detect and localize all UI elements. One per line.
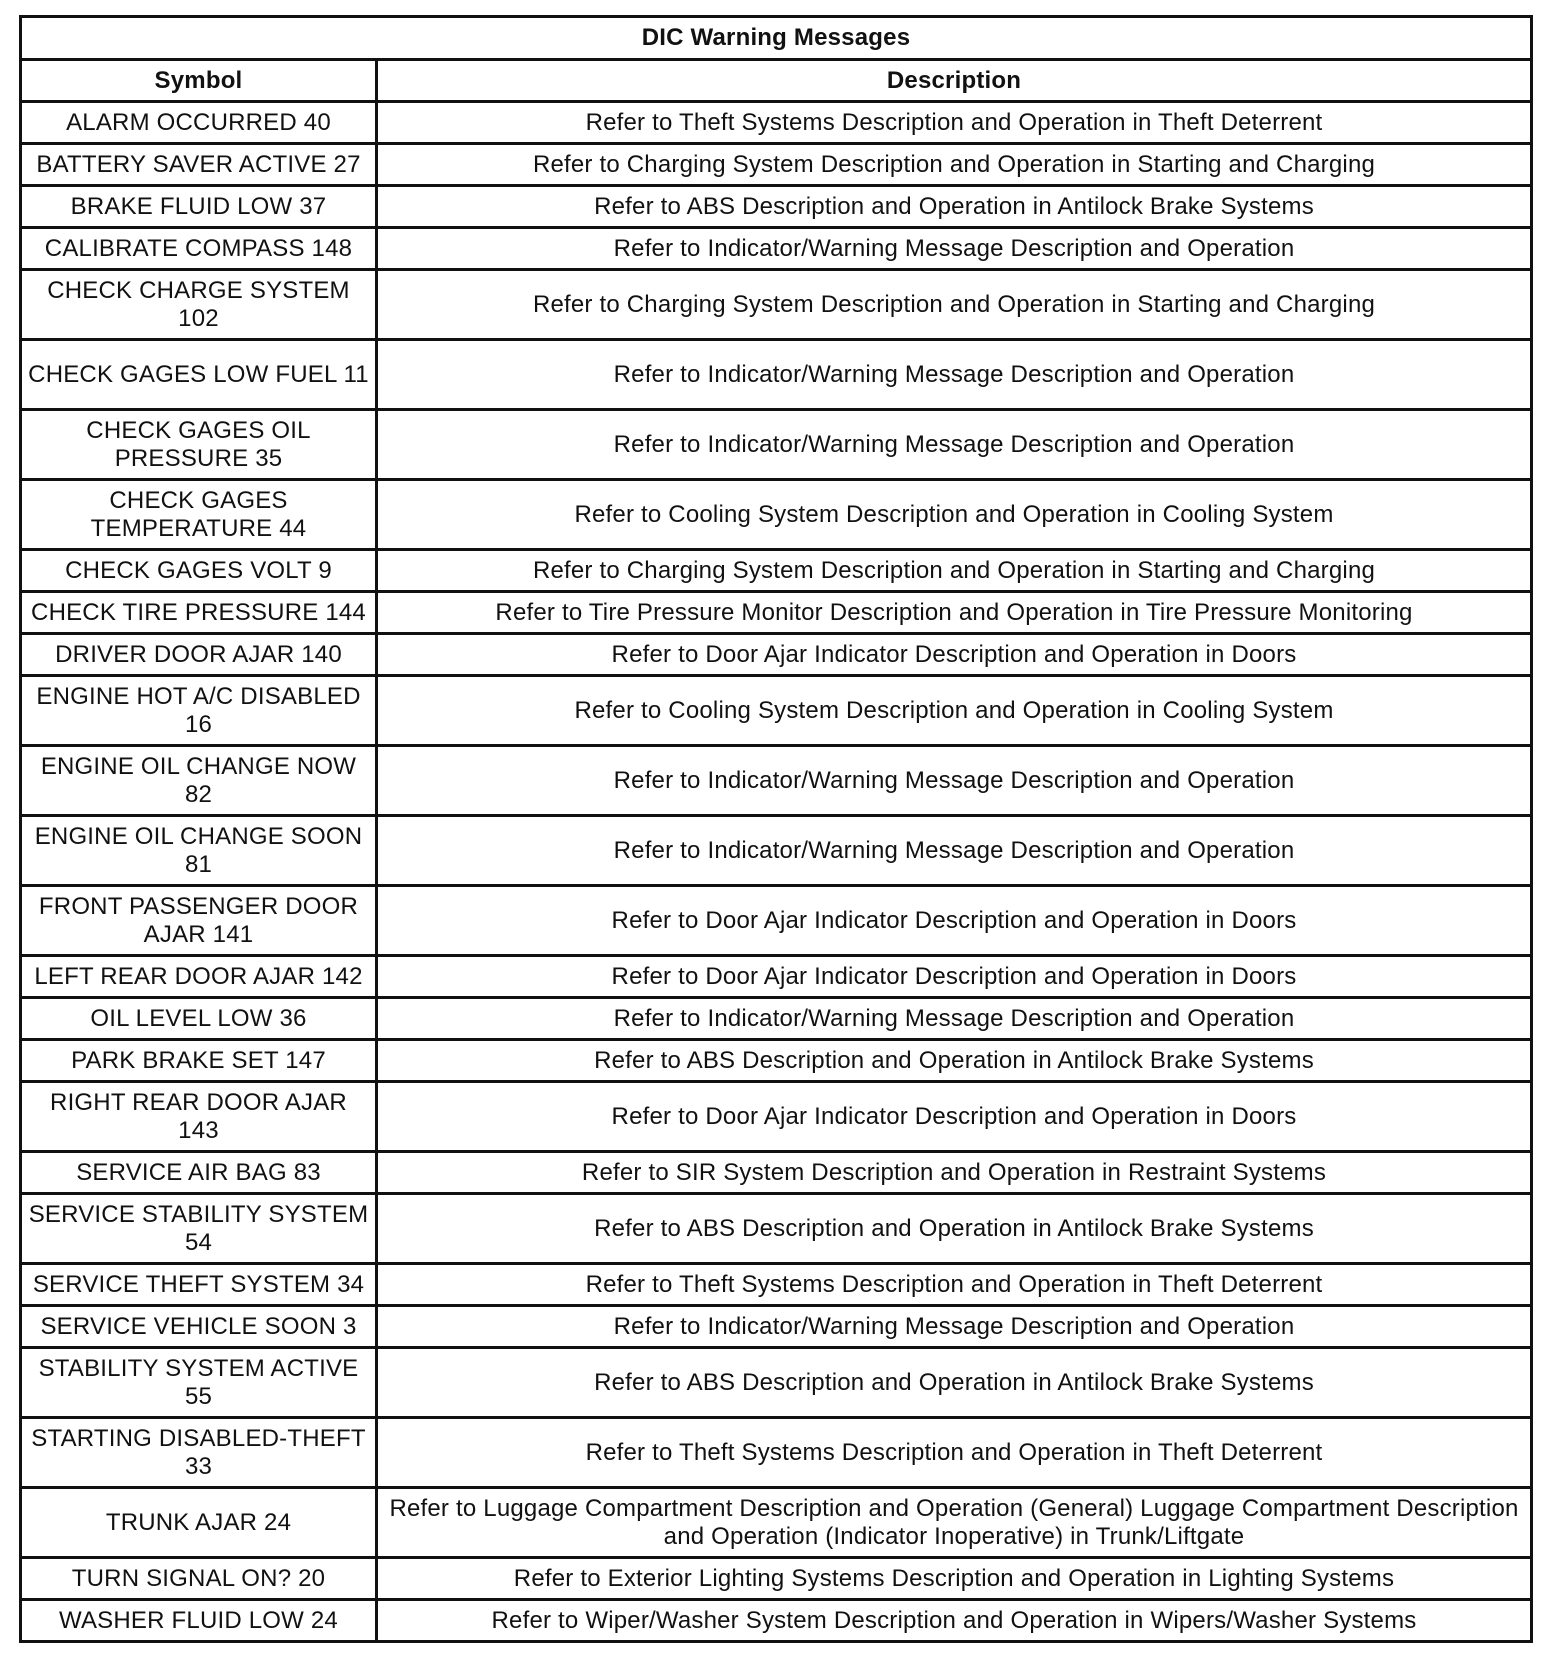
table-row: [21, 676, 1532, 746]
symbol-cell: CHECK GAGES VOLT 9: [21, 550, 377, 592]
table-row: [21, 956, 1532, 998]
table-body: [21, 102, 1532, 1642]
description-cell: Refer to ABS Description and Operation in Antilock Brake Systems: [377, 1194, 1532, 1264]
description-cell: Refer to Charging System Description and Operation in Starting and Charging: [377, 550, 1532, 592]
description-cell: Refer to Indicator/Warning Message Description and Operation: [377, 1306, 1532, 1348]
column-header-description: Description: [377, 60, 1532, 102]
table-row: [21, 998, 1532, 1040]
description-cell: Refer to Theft Systems Description and Operation in Theft Deterrent: [377, 1418, 1532, 1488]
symbol-cell: CHECK GAGES OIL PRESSURE 35: [21, 410, 377, 480]
symbol-cell: ALARM OCCURRED 40: [21, 102, 377, 144]
description-cell: Refer to Cooling System Description and Operation in Cooling System: [377, 676, 1532, 746]
description-cell: Refer to ABS Description and Operation in Antilock Brake Systems: [377, 186, 1532, 228]
table-title: DIC Warning Messages: [21, 17, 1532, 60]
symbol-cell: CHECK GAGES TEMPERATURE 44: [21, 480, 377, 550]
table-header-row: [21, 60, 1532, 102]
symbol-cell: CHECK TIRE PRESSURE 144: [21, 592, 377, 634]
table-row: [21, 186, 1532, 228]
description-cell: Refer to Indicator/Warning Message Description and Operation: [377, 816, 1532, 886]
symbol-cell: WASHER FLUID LOW 24: [21, 1600, 377, 1642]
description-cell: Refer to Cooling System Description and Operation in Cooling System: [377, 480, 1532, 550]
description-cell: Refer to Door Ajar Indicator Description and Operation in Doors: [377, 956, 1532, 998]
table-row: [21, 144, 1532, 186]
symbol-cell: RIGHT REAR DOOR AJAR 143: [21, 1082, 377, 1152]
table-row: [21, 1082, 1532, 1152]
description-cell: Refer to Charging System Description and Operation in Starting and Charging: [377, 144, 1532, 186]
symbol-cell: CALIBRATE COMPASS 148: [21, 228, 377, 270]
symbol-cell: SERVICE AIR BAG 83: [21, 1152, 377, 1194]
symbol-cell: ENGINE HOT A/C DISABLED 16: [21, 676, 377, 746]
description-cell: Refer to Indicator/Warning Message Description and Operation: [377, 340, 1532, 410]
table-row: [21, 480, 1532, 550]
description-cell: Refer to Indicator/Warning Message Description and Operation: [377, 228, 1532, 270]
symbol-cell: LEFT REAR DOOR AJAR 142: [21, 956, 377, 998]
description-cell: Refer to Theft Systems Description and Operation in Theft Deterrent: [377, 1264, 1532, 1306]
table-row: [21, 1600, 1532, 1642]
table-row: [21, 592, 1532, 634]
symbol-cell: STABILITY SYSTEM ACTIVE 55: [21, 1348, 377, 1418]
table-row: [21, 1306, 1532, 1348]
description-cell: Refer to ABS Description and Operation in Antilock Brake Systems: [377, 1040, 1532, 1082]
table-row: [21, 1194, 1532, 1264]
symbol-cell: PARK BRAKE SET 147: [21, 1040, 377, 1082]
table-row: [21, 1152, 1532, 1194]
description-cell: Refer to Indicator/Warning Message Description and Operation: [377, 998, 1532, 1040]
table-row: [21, 228, 1532, 270]
description-cell: Refer to Door Ajar Indicator Description and Operation in Doors: [377, 634, 1532, 676]
dic-warning-messages-table: [19, 15, 1533, 1643]
table-row: [21, 1558, 1532, 1600]
table-row: [21, 1040, 1532, 1082]
table-row: [21, 886, 1532, 956]
symbol-cell: ENGINE OIL CHANGE NOW 82: [21, 746, 377, 816]
description-cell: Refer to ABS Description and Operation in Antilock Brake Systems: [377, 1348, 1532, 1418]
symbol-cell: ENGINE OIL CHANGE SOON 81: [21, 816, 377, 886]
table-row: [21, 1264, 1532, 1306]
description-cell: Refer to Exterior Lighting Systems Description and Operation in Lighting Systems: [377, 1558, 1532, 1600]
symbol-cell: SERVICE STABILITY SYSTEM 54: [21, 1194, 377, 1264]
description-cell: Refer to SIR System Description and Operation in Restraint Systems: [377, 1152, 1532, 1194]
table-caption-row: [21, 17, 1532, 60]
table-row: [21, 1418, 1532, 1488]
symbol-cell: TRUNK AJAR 24: [21, 1488, 377, 1558]
description-cell: Refer to Door Ajar Indicator Description and Operation in Doors: [377, 1082, 1532, 1152]
symbol-cell: STARTING DISABLED-THEFT 33: [21, 1418, 377, 1488]
symbol-cell: TURN SIGNAL ON? 20: [21, 1558, 377, 1600]
symbol-cell: SERVICE VEHICLE SOON 3: [21, 1306, 377, 1348]
table-row: [21, 102, 1532, 144]
table-row: [21, 340, 1532, 410]
symbol-cell: FRONT PASSENGER DOOR AJAR 141: [21, 886, 377, 956]
symbol-cell: CHECK CHARGE SYSTEM 102: [21, 270, 377, 340]
symbol-cell: BATTERY SAVER ACTIVE 27: [21, 144, 377, 186]
description-cell: Refer to Tire Pressure Monitor Description and Operation in Tire Pressure Monitoring: [377, 592, 1532, 634]
table-row: [21, 746, 1532, 816]
symbol-cell: CHECK GAGES LOW FUEL 11: [21, 340, 377, 410]
description-cell: Refer to Indicator/Warning Message Description and Operation: [377, 410, 1532, 480]
table-row: [21, 410, 1532, 480]
symbol-cell: SERVICE THEFT SYSTEM 34: [21, 1264, 377, 1306]
table-row: [21, 634, 1532, 676]
column-header-symbol: Symbol: [21, 60, 377, 102]
description-cell: Refer to Wiper/Washer System Description and Operation in Wipers/Washer Systems: [377, 1600, 1532, 1642]
symbol-cell: BRAKE FLUID LOW 37: [21, 186, 377, 228]
table-row: [21, 270, 1532, 340]
description-cell: Refer to Charging System Description and Operation in Starting and Charging: [377, 270, 1532, 340]
table-row: [21, 1488, 1532, 1558]
description-cell: Refer to Luggage Compartment Description and Operation (General) Luggage Compartment Description and Operation (Indicator Inoperative) in Trunk/Liftgate: [377, 1488, 1532, 1558]
description-cell: Refer to Door Ajar Indicator Description and Operation in Doors: [377, 886, 1532, 956]
table-row: [21, 816, 1532, 886]
table-row: [21, 550, 1532, 592]
table-row: [21, 1348, 1532, 1418]
symbol-cell: OIL LEVEL LOW 36: [21, 998, 377, 1040]
description-cell: Refer to Indicator/Warning Message Description and Operation: [377, 746, 1532, 816]
symbol-cell: DRIVER DOOR AJAR 140: [21, 634, 377, 676]
description-cell: Refer to Theft Systems Description and Operation in Theft Deterrent: [377, 102, 1532, 144]
